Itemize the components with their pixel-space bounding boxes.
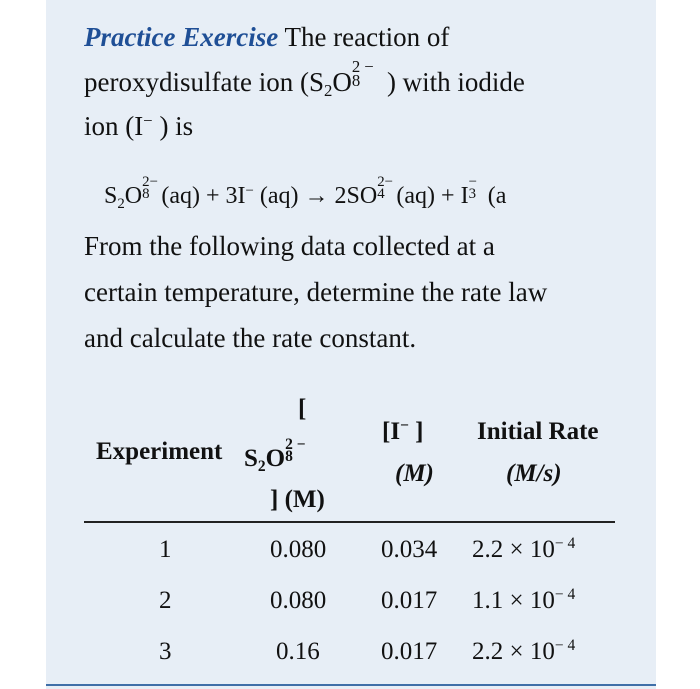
- table-header-rule: [84, 521, 615, 523]
- cell-s2o8: 0.16: [276, 638, 320, 665]
- cell-rate-mantissa: 2.2 × 10: [472, 638, 555, 665]
- eq-sub-2: 2: [117, 195, 125, 212]
- heading-line-3-text: ion (I: [84, 111, 144, 141]
- heading-charge: 2 −: [351, 57, 374, 77]
- eq-part-1: (aq) + 3I: [161, 183, 246, 209]
- body-line-2: certain temperature, determine the rate law: [84, 277, 548, 307]
- cell-rate-exponent: − 4: [554, 637, 576, 655]
- header-s2o8-formula: [244, 435, 306, 475]
- cell-experiment: 2: [159, 587, 172, 614]
- header-iodide-unit: (M): [395, 460, 434, 487]
- header-iodide: [382, 418, 423, 446]
- heading-line-2: [84, 57, 525, 105]
- cell-rate-exponent: − 4: [554, 535, 576, 553]
- heading-line-2-end: ) with iodide: [386, 67, 525, 97]
- eq-part-3: (aq) + I: [396, 183, 469, 209]
- eq-ss-1: [142, 176, 158, 203]
- reaction-equation: [104, 176, 656, 216]
- header-s2o8-close: ] (M): [270, 486, 325, 513]
- eq-sub-3: 3: [468, 185, 477, 202]
- cell-rate: [472, 638, 575, 666]
- eq-part-4: (a: [487, 183, 507, 209]
- heading-line-2-text: peroxydisulfate ion (S: [84, 67, 324, 97]
- eq-ss-3: [468, 176, 482, 203]
- header-s2o8-open: [: [298, 395, 307, 422]
- header-s2o8-charge: 2 −: [285, 435, 306, 453]
- header-s2o8-sulfur: S: [244, 445, 258, 472]
- eq-part-2: (aq) → 2SO: [259, 183, 378, 209]
- header-s2o8-oxygen: O: [265, 445, 286, 472]
- header-iodide-close: ]: [415, 418, 424, 445]
- cell-experiment: 3: [159, 638, 172, 665]
- cell-rate: [472, 536, 575, 564]
- header-experiment: Experiment: [96, 438, 223, 465]
- header-iodide-charge: −: [400, 417, 409, 435]
- cell-rate-mantissa: 1.1 × 10: [472, 587, 555, 614]
- heading-line-1-text: The reaction of: [284, 22, 450, 52]
- heading-line-3: [84, 104, 193, 149]
- header-rate: Initial Rate: [477, 418, 599, 445]
- cell-s2o8: 0.080: [270, 536, 327, 563]
- eq-charge-1: 2−: [142, 176, 158, 190]
- header-s2o8-sub8: 8: [285, 448, 293, 466]
- cell-iodide: 0.017: [381, 587, 438, 614]
- cell-s2o8: 0.080: [270, 587, 327, 614]
- cell-experiment: 1: [159, 536, 172, 563]
- practice-exercise-title: Practice Exercise: [84, 22, 279, 52]
- cell-rate-exponent: − 4: [554, 586, 576, 604]
- heading-superscript-subscript: [351, 57, 374, 91]
- cell-rate: [472, 587, 575, 615]
- heading-subscript-8: 8: [351, 70, 361, 90]
- heading-line-3-end: ) is: [159, 111, 194, 141]
- iodide-charge: −: [143, 110, 153, 130]
- eq-ss-2: [377, 176, 394, 203]
- body-line-1: From the following data collected at a: [84, 231, 495, 261]
- header-iodide-open: [I: [382, 418, 401, 445]
- heading-subscript-2: 2: [323, 81, 333, 101]
- eq-charge-3: 2−: [377, 176, 394, 190]
- eq-charge-4: −: [468, 176, 477, 190]
- eq-sub-4: 4: [377, 185, 385, 202]
- eq-sulfur: S: [104, 183, 118, 209]
- header-s2o8-sub2: 2: [257, 457, 266, 475]
- eq-sub-8: 8: [142, 185, 150, 202]
- body-line-3: and calculate the rate constant.: [84, 323, 417, 353]
- header-rate-unit: (M/s): [506, 460, 562, 487]
- heading-oxygen: O: [332, 67, 352, 97]
- cell-iodide: 0.017: [381, 638, 438, 665]
- eq-oxygen: O: [124, 183, 143, 209]
- panel-bottom-rule: [46, 684, 656, 686]
- cell-rate-mantissa: 2.2 × 10: [472, 536, 555, 563]
- heading-line-1: [84, 15, 449, 60]
- eq-charge-2: −: [245, 182, 254, 199]
- header-s2o8-ss: [285, 435, 306, 466]
- cell-iodide: 0.034: [381, 536, 438, 563]
